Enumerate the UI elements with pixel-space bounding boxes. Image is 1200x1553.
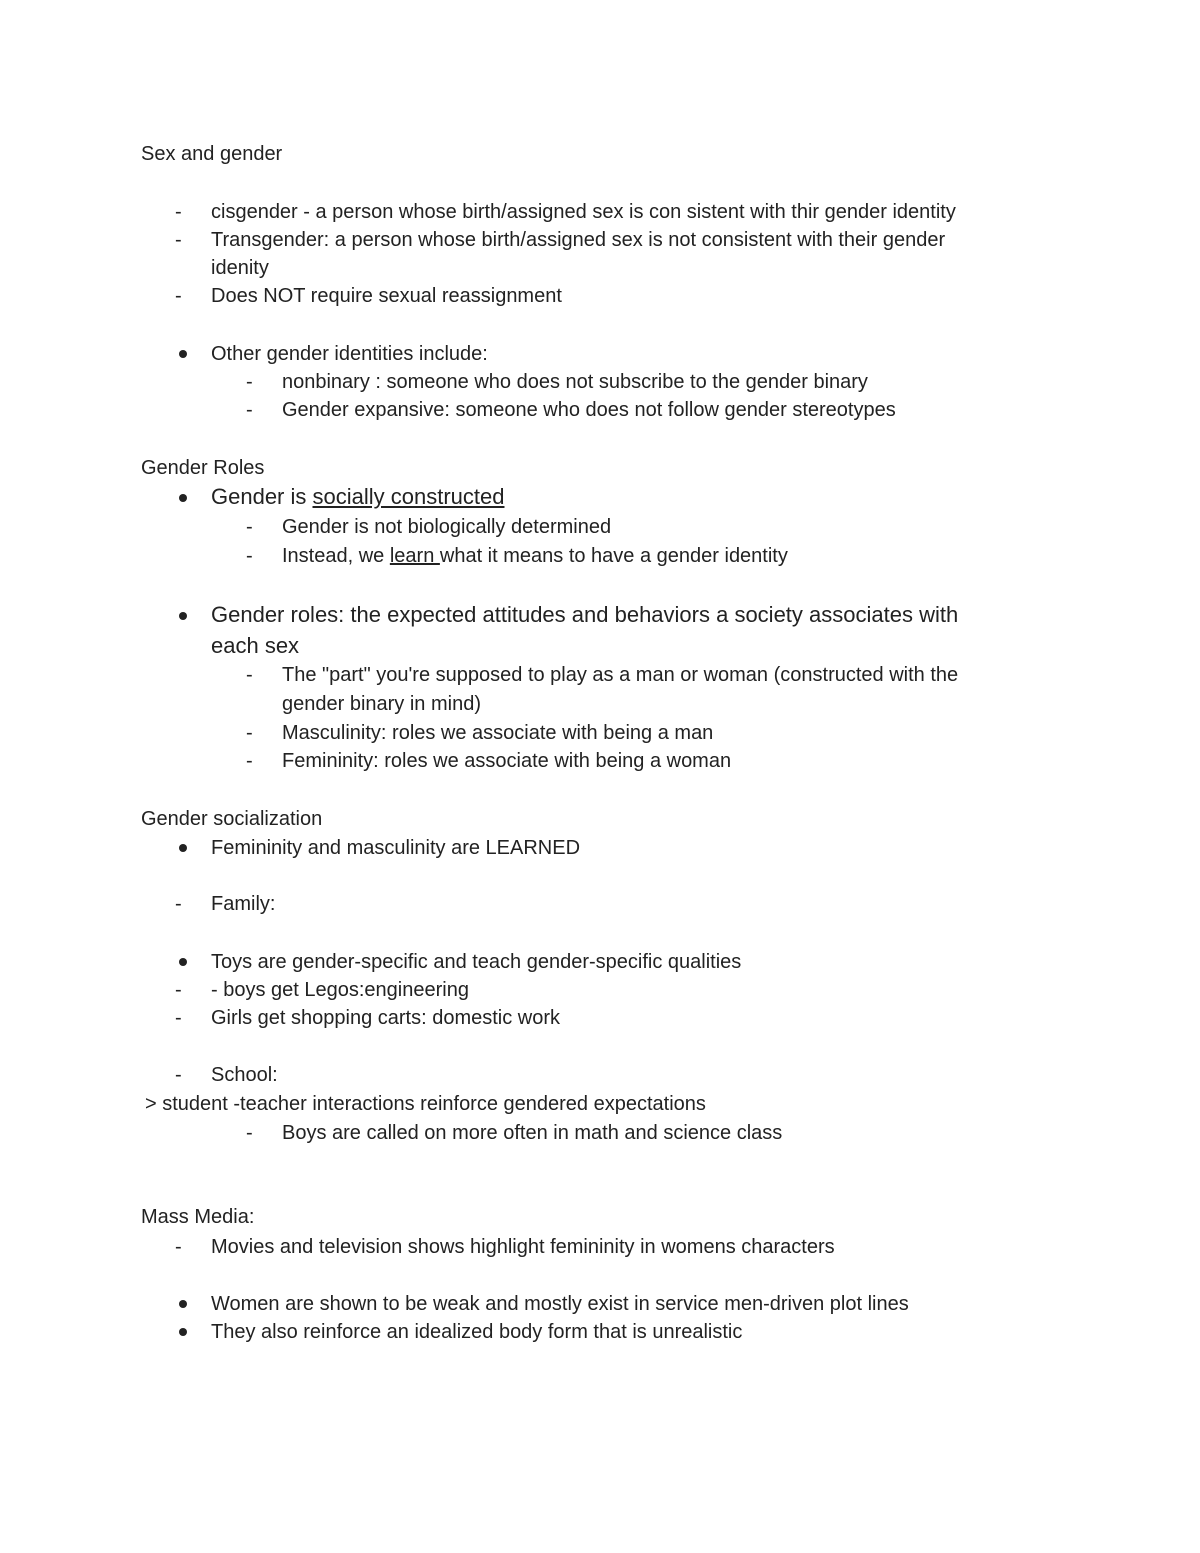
heading-gender-socialization: Gender socialization (141, 808, 323, 830)
bullet-icon (179, 494, 187, 502)
dash-marker: - (246, 1122, 253, 1144)
bullet-icon (179, 612, 187, 620)
sub-item-masculinity: Masculinity: roles we associate with being a man (282, 722, 714, 744)
heading-gender-roles: Gender Roles (141, 457, 265, 479)
dash-marker: - (175, 893, 182, 915)
underlined-text: socially constructed (312, 484, 505, 509)
dash-marker: - (246, 516, 253, 538)
dash-marker: - (246, 399, 253, 421)
list-item-transgender-cont: idenity (211, 257, 269, 279)
heading-mass-media: Mass Media: (141, 1206, 255, 1228)
list-item-reassignment: Does NOT require sexual reassignment (211, 285, 562, 307)
dash-marker: - (175, 1064, 182, 1086)
dash-marker: - (175, 285, 182, 307)
text-prefix: Gender is (211, 484, 313, 509)
list-item-family: Family: (211, 893, 276, 915)
list-item-school: School: (211, 1064, 278, 1086)
heading-sex-and-gender: Sex and gender (141, 143, 283, 165)
bullet-other-identities: Other gender identities include: (211, 343, 488, 365)
sub-item-learn (282, 542, 788, 570)
bullet-socially-constructed (211, 482, 504, 512)
sub-item-boys-called: Boys are called on more often in math and science class (282, 1122, 783, 1144)
bullet-women-weak: Women are shown to be weak and mostly exist in service men-driven plot lines (211, 1293, 909, 1315)
bullet-toys: Toys are gender-specific and teach gender-specific qualities (211, 951, 742, 973)
text-prefix: Instead, we (282, 545, 390, 567)
sub-item-gender-expansive: Gender expansive: someone who does not follow gender stereotypes (282, 399, 896, 421)
dash-marker: - (175, 979, 182, 1001)
underlined-text: learn (389, 545, 440, 567)
bullet-gender-roles: Gender roles: the expected attitudes and behaviors a society associates with (211, 602, 959, 627)
sub-item-femininity: Femininity: roles we associate with being a woman (282, 750, 732, 772)
arrow-line-interactions: > student -teacher interactions reinforce gendered expectations (145, 1093, 706, 1115)
list-item-legos: - boys get Legos:engineering (211, 979, 469, 1001)
list-item-cisgender: cisgender - a person whose birth/assigned sex is con sistent with thir gender identity (211, 201, 956, 223)
dash-marker: - (246, 750, 253, 772)
dash-marker: - (175, 1236, 182, 1258)
bullet-icon (179, 844, 187, 852)
dash-marker: - (246, 371, 253, 393)
bullet-learned: Femininity and masculinity are LEARNED (211, 837, 581, 859)
bullet-body-form: They also reinforce an idealized body form that is unrealistic (211, 1321, 743, 1343)
list-item-shopping-carts: Girls get shopping carts: domestic work (211, 1007, 561, 1029)
list-item-movies: Movies and television shows highlight femininity in womens characters (211, 1236, 835, 1258)
dash-marker: - (246, 545, 253, 567)
bullet-icon (179, 1300, 187, 1308)
sub-item-part-cont: gender binary in mind) (282, 693, 481, 715)
bullet-icon (179, 958, 187, 966)
bullet-icon (179, 1328, 187, 1336)
dash-marker: - (246, 664, 253, 686)
dash-marker: - (175, 1007, 182, 1029)
sub-item-nonbinary: nonbinary : someone who does not subscribe to the gender binary (282, 371, 868, 393)
sub-item-not-biological: Gender is not biologically determined (282, 516, 612, 538)
dash-marker: - (175, 201, 182, 223)
text-suffix: what it means to have a gender identity (439, 545, 788, 567)
bullet-gender-roles-cont: each sex (211, 633, 300, 658)
dash-marker: - (175, 229, 182, 251)
dash-marker: - (246, 722, 253, 744)
list-item-transgender: Transgender: a person whose birth/assigned sex is not consistent with their gender (211, 229, 946, 251)
sub-item-part: The "part" you're supposed to play as a man or woman (constructed with the (282, 664, 959, 686)
bullet-icon (179, 350, 187, 358)
